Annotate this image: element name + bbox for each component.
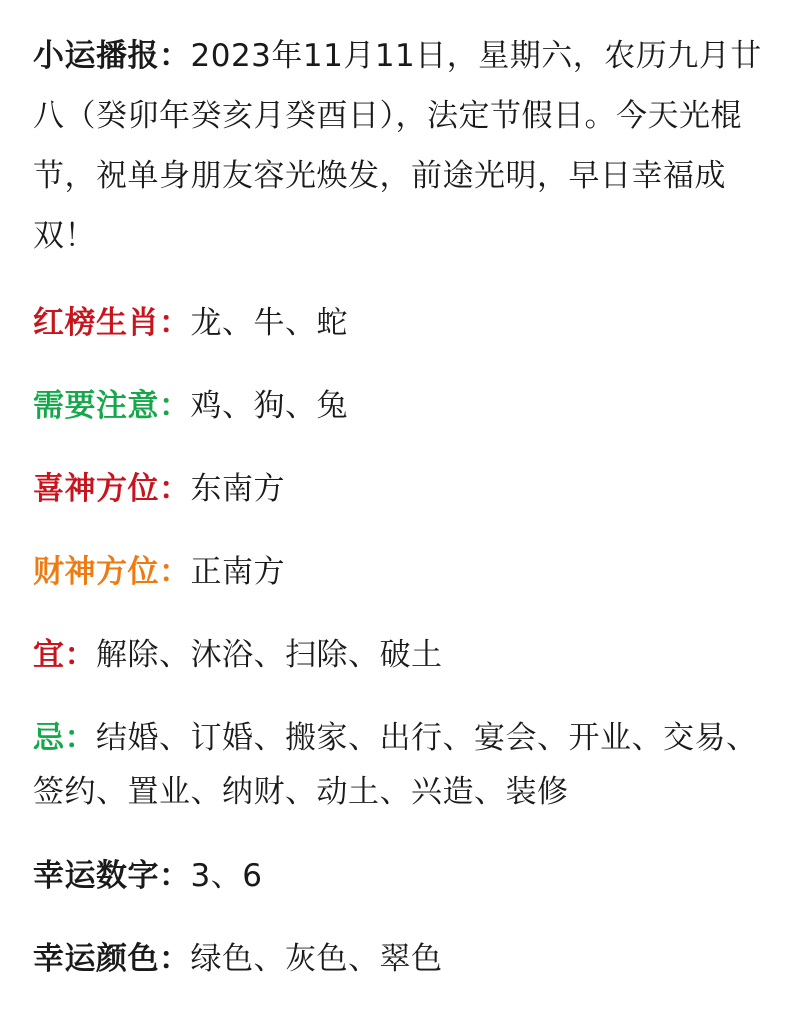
lucky-number-row — [33, 849, 770, 903]
lucky-number-label: 幸运数字： — [33, 858, 191, 894]
avoid-activities-label: 忌： — [33, 720, 96, 756]
avoid-activities-row — [33, 711, 770, 819]
intro-label: 小运播报： — [33, 38, 191, 74]
caution-zodiac-row — [33, 379, 770, 433]
lucky-color-row — [33, 932, 770, 986]
suitable-activities-row — [33, 628, 770, 682]
joy-god-direction-row — [33, 462, 770, 516]
wealth-god-direction-label: 财神方位： — [33, 554, 191, 590]
joy-god-direction-label: 喜神方位： — [33, 471, 191, 507]
lucky-color-value: 绿色、灰色、翠色 — [190, 941, 443, 977]
suitable-activities-value: 解除、沐浴、扫除、破土 — [96, 637, 443, 673]
lucky-zodiac-row — [33, 296, 770, 350]
caution-zodiac-value: 鸡、狗、兔 — [190, 388, 348, 424]
intro-paragraph — [33, 26, 770, 266]
joy-god-direction-value: 东南方 — [190, 471, 285, 507]
lucky-number-value: 3、6 — [190, 858, 263, 894]
intro-text: 2023年11月11日，星期六，农历九月廿八（癸卯年癸亥月癸酉日），法定节假日。今天光棍节，祝单身朋友容光焕发，前途光明，早日幸福成双！ — [33, 38, 762, 254]
avoid-activities-value: 结婚、订婚、搬家、出行、宴会、开业、交易、签约、置业、纳财、动土、兴造、装修 — [33, 720, 758, 810]
caution-zodiac-label: 需要注意： — [33, 388, 191, 424]
wealth-god-direction-row — [33, 545, 770, 599]
suitable-activities-label: 宜： — [33, 637, 96, 673]
lucky-color-label: 幸运颜色： — [33, 941, 191, 977]
lucky-zodiac-label: 红榜生肖： — [33, 305, 191, 341]
lucky-zodiac-value: 龙、牛、蛇 — [190, 305, 348, 341]
wealth-god-direction-value: 正南方 — [190, 554, 285, 590]
